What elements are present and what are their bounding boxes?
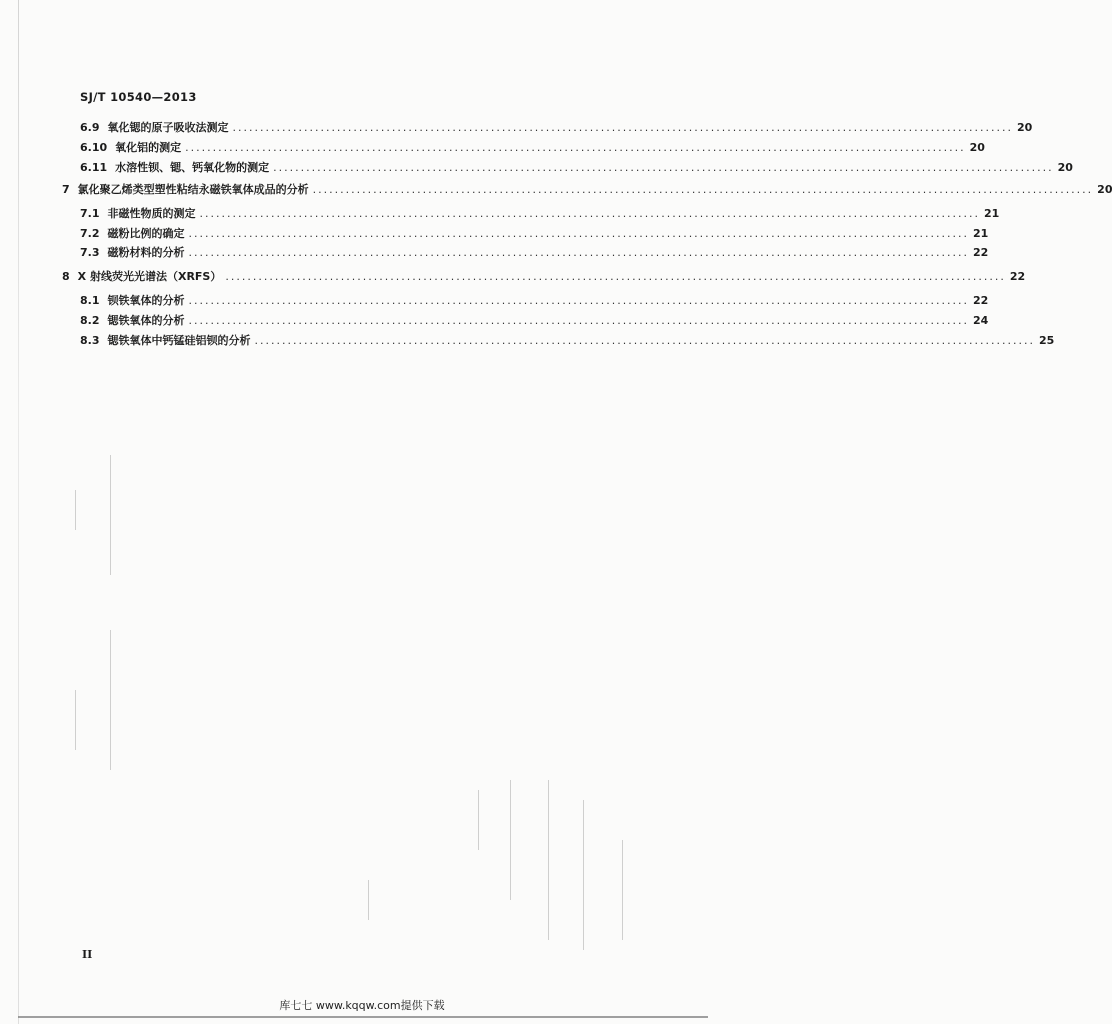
toc-entry-6-10[interactable] bbox=[80, 137, 985, 155]
page-bottom-edge bbox=[18, 1016, 708, 1018]
scan-noise bbox=[75, 490, 76, 530]
toc-entry-number: 7.1 bbox=[80, 207, 100, 220]
toc-entry-title: 氧化锶的原子吸收法测定 bbox=[107, 121, 229, 134]
toc-leader-dots: .............................................................................................................................................. bbox=[232, 121, 1014, 134]
scan-noise bbox=[510, 780, 511, 900]
toc-entry-number: 7.3 bbox=[80, 246, 100, 259]
toc-leader-dots: .............................................................................................................................................. bbox=[188, 227, 970, 240]
toc-entry-6-11[interactable] bbox=[80, 157, 1073, 175]
toc-entry-title: 磁粉材料的分析 bbox=[107, 246, 185, 259]
toc-entry-page: 21 bbox=[973, 227, 989, 240]
toc-entry-7[interactable] bbox=[62, 179, 1112, 197]
toc-entry-number: 6.10 bbox=[80, 141, 108, 154]
download-watermark-footer: 库七七 www.kqqw.com提供下载 bbox=[279, 999, 445, 1012]
toc-leader-dots: .............................................................................................................................................. bbox=[254, 334, 1036, 347]
toc-entry-page: 25 bbox=[1039, 334, 1055, 347]
toc-entry-number: 6.11 bbox=[80, 161, 108, 174]
toc-entry-number: 8.2 bbox=[80, 314, 100, 327]
toc-entry-7-1[interactable] bbox=[80, 203, 1000, 221]
toc-entry-title: 钡铁氧体的分析 bbox=[107, 294, 185, 307]
toc-entry-number: 8 bbox=[62, 270, 70, 283]
toc-entry-title: 磁粉比例的确定 bbox=[107, 227, 185, 240]
toc-entry-8-2[interactable] bbox=[80, 310, 989, 328]
toc-entry-7-3[interactable] bbox=[80, 242, 989, 260]
toc-entry-number: 7.2 bbox=[80, 227, 100, 240]
toc-entry-6-9[interactable] bbox=[80, 117, 1033, 135]
toc-entry-page: 22 bbox=[973, 246, 989, 259]
toc-leader-dots: .............................................................................................................................................. bbox=[225, 270, 1006, 283]
toc-leader-dots: .............................................................................................................................................. bbox=[199, 207, 981, 220]
toc-entry-title: X 射线荧光光谱法（XRFS） bbox=[77, 270, 222, 283]
scan-noise bbox=[110, 630, 111, 770]
scan-noise bbox=[622, 840, 623, 940]
toc-entry-page: 20 bbox=[1097, 183, 1112, 196]
toc-leader-dots: .............................................................................................................................................. bbox=[312, 183, 1094, 196]
scan-noise bbox=[478, 790, 479, 850]
toc-entry-page: 21 bbox=[984, 207, 1000, 220]
toc-entry-8-3[interactable] bbox=[80, 330, 1055, 348]
toc-entry-8[interactable] bbox=[62, 266, 1026, 284]
toc-leader-dots: .............................................................................................................................................. bbox=[273, 161, 1054, 174]
toc-entry-title: 非磁性物质的测定 bbox=[107, 207, 196, 220]
toc-entry-title: 锶铁氧体中钙锰硅铝钡的分析 bbox=[107, 334, 251, 347]
toc-entry-title: 氯化聚乙烯类型塑性粘结永磁铁氧体成品的分析 bbox=[77, 183, 309, 196]
scan-noise bbox=[368, 880, 369, 920]
document-id-header: SJ/T 10540—2013 bbox=[80, 90, 197, 104]
toc-entry-page: 22 bbox=[1009, 270, 1026, 283]
scan-noise bbox=[110, 455, 111, 575]
toc-leader-dots: .............................................................................................................................................. bbox=[185, 141, 966, 154]
toc-entry-number: 7 bbox=[62, 183, 70, 196]
toc-entry-page: 22 bbox=[973, 294, 989, 307]
toc-entry-number: 8.1 bbox=[80, 294, 100, 307]
scan-noise bbox=[548, 780, 549, 940]
toc-leader-dots: .............................................................................................................................................. bbox=[188, 314, 970, 327]
toc-entry-8-1[interactable] bbox=[80, 290, 989, 308]
toc-leader-dots: .............................................................................................................................................. bbox=[188, 246, 970, 259]
toc-leader-dots: .............................................................................................................................................. bbox=[188, 294, 970, 307]
toc-entry-number: 6.9 bbox=[80, 121, 100, 134]
scan-noise bbox=[75, 690, 76, 750]
toc-entry-title: 氧化铝的测定 bbox=[115, 141, 182, 154]
page-edge-shadow bbox=[18, 0, 19, 1024]
page-number: II bbox=[82, 948, 93, 961]
toc-entry-7-2[interactable] bbox=[80, 223, 989, 241]
toc-entry-title: 锶铁氧体的分析 bbox=[107, 314, 185, 327]
scan-noise bbox=[583, 800, 584, 950]
toc-entry-title: 水溶性钡、锶、钙氧化物的测定 bbox=[115, 161, 270, 174]
toc-entry-page: 20 bbox=[1017, 121, 1033, 134]
toc-entry-page: 20 bbox=[969, 141, 985, 154]
toc-entry-number: 8.3 bbox=[80, 334, 100, 347]
toc-entry-page: 20 bbox=[1057, 161, 1073, 174]
toc-entry-page: 24 bbox=[973, 314, 989, 327]
